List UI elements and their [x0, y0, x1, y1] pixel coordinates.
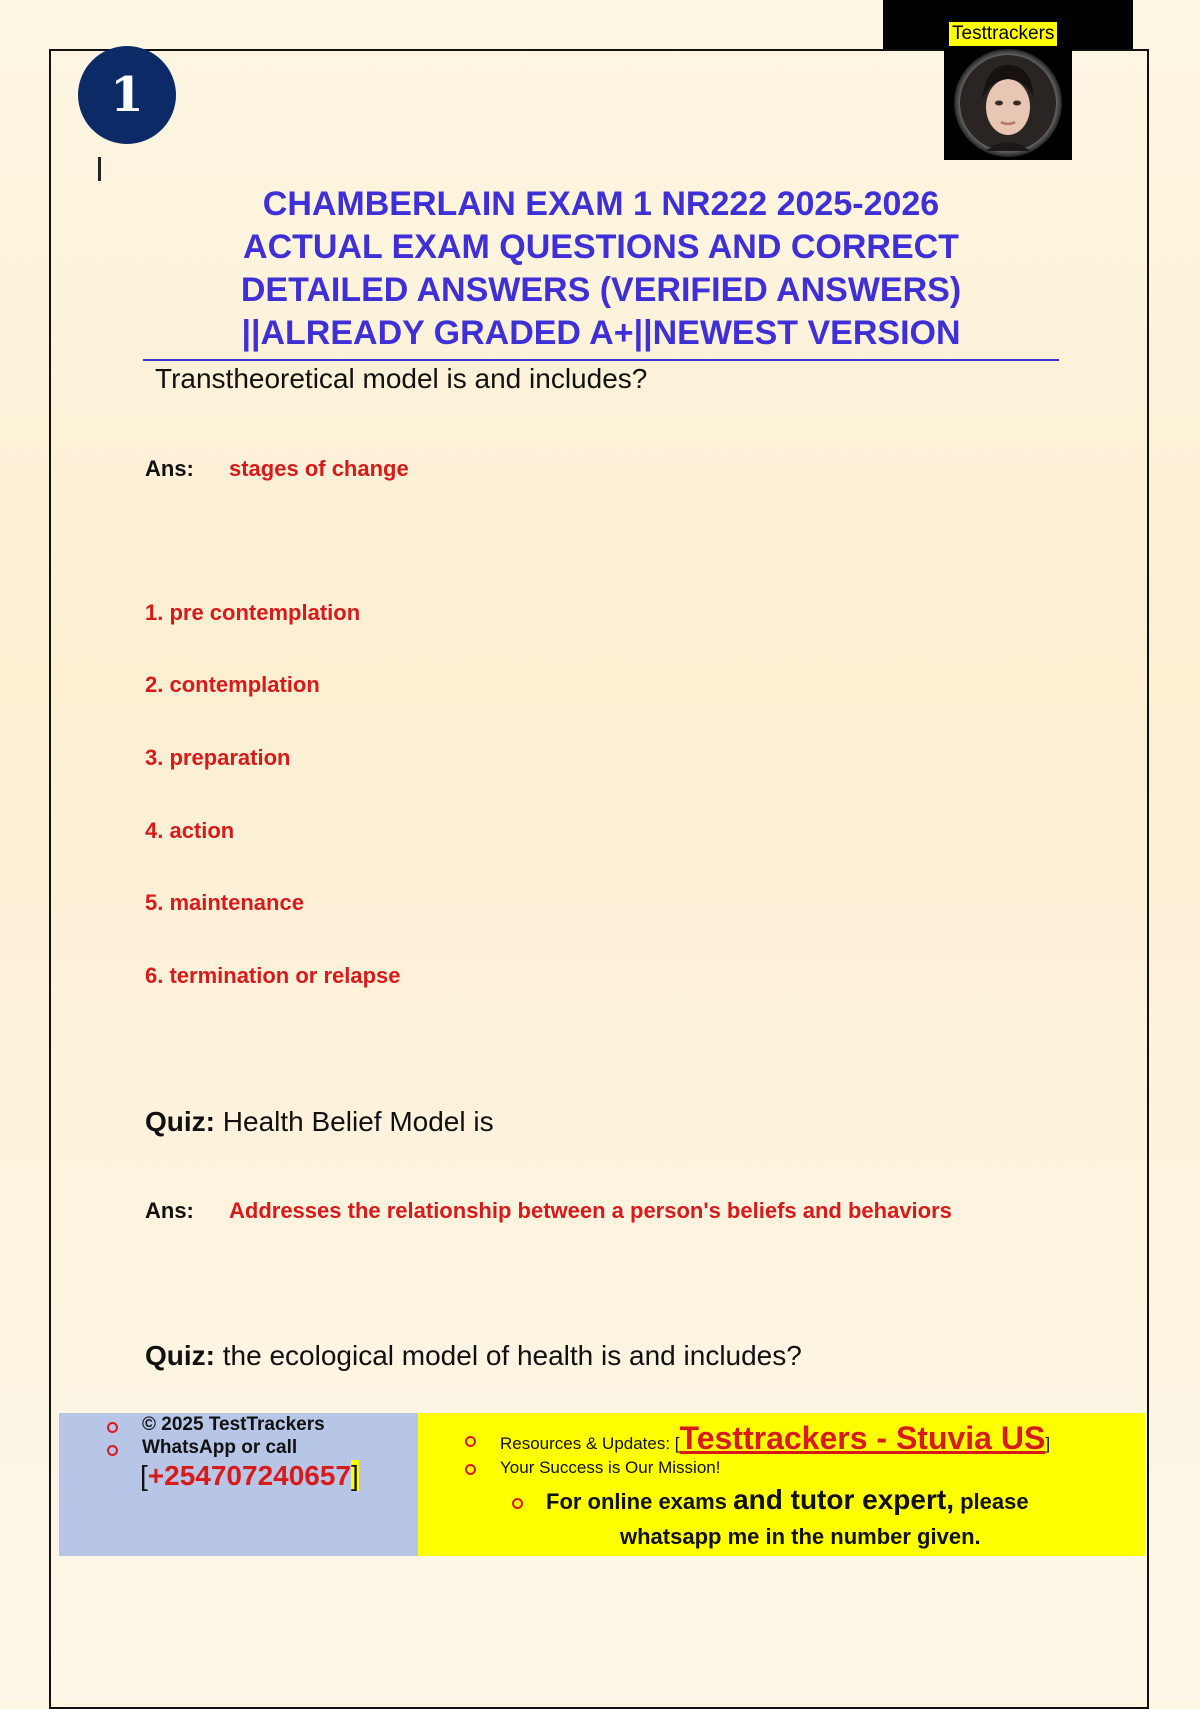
text-cursor [98, 157, 101, 181]
question-3-text: the ecological model of health is and includes? [222, 1340, 802, 1371]
question-1: Transtheoretical model is and includes? [155, 363, 648, 394]
quiz-label: Quiz: [145, 1340, 215, 1371]
copyright-text: © 2025 TestTrackers [142, 1414, 325, 1435]
phone-bracket-close: ] [351, 1460, 359, 1491]
question-2 [145, 1106, 494, 1138]
stage-item: 2. contemplation [145, 672, 320, 697]
avatar-portrait-icon [946, 47, 1070, 159]
phone-number[interactable] [140, 1460, 359, 1492]
question-2-text: Health Belief Model is [222, 1106, 494, 1137]
answer-1: stages of change [229, 456, 409, 481]
answer-label-2: Ans: [145, 1198, 194, 1223]
stage-item: 1. pre contemplation [145, 600, 361, 625]
tutor-text-a: For online exams [546, 1489, 734, 1514]
brand-label: Testtrackers [949, 22, 1057, 46]
answer-2: Addresses the relationship between a person's beliefs and behaviors [229, 1198, 952, 1223]
stage-item: 3. preparation [145, 745, 291, 770]
avatar [944, 46, 1072, 160]
page-title [143, 183, 1059, 361]
stage-item: 5. maintenance [145, 890, 304, 915]
title-line: ||ALREADY GRADED A+||NEWEST VERSION [241, 314, 961, 352]
tutor-text-b: and tutor expert, [733, 1484, 954, 1515]
bullet-icon [107, 1422, 118, 1433]
question-3 [145, 1340, 802, 1372]
whatsapp-text: WhatsApp or call [142, 1437, 298, 1458]
answer-label-1: Ans: [145, 456, 194, 481]
resources-label: Resources & Updates: [ [500, 1434, 680, 1453]
title-line: CHAMBERLAIN EXAM 1 NR222 2025-2026 [262, 185, 940, 223]
tutor-line-2: whatsapp me in the number given. [620, 1524, 981, 1549]
title-line: ACTUAL EXAM QUESTIONS AND CORRECT [243, 228, 959, 266]
phone-digits: +254707240657 [147, 1460, 351, 1491]
stuvia-link[interactable]: Testtrackers - Stuvia US [679, 1420, 1046, 1456]
bullet-icon [465, 1436, 476, 1447]
stage-item: 6. termination or relapse [145, 963, 401, 988]
bullet-icon [465, 1464, 476, 1475]
mission-text: Your Success is Our Mission! [500, 1458, 721, 1477]
stage-item: 4. action [145, 818, 235, 843]
title-line: DETAILED ANSWERS (VERIFIED ANSWERS) [240, 271, 962, 309]
bullet-icon [512, 1498, 523, 1509]
resources-line [500, 1420, 1050, 1457]
resources-close: ] [1045, 1434, 1051, 1453]
phone-bracket-open: [ [140, 1460, 148, 1491]
quiz-label: Quiz: [145, 1106, 215, 1137]
page-number: 1 [110, 67, 144, 123]
tutor-line-1 [546, 1484, 1029, 1516]
page-number-badge [78, 46, 176, 144]
tutor-text-c: please [953, 1489, 1029, 1514]
bullet-icon [107, 1445, 118, 1456]
